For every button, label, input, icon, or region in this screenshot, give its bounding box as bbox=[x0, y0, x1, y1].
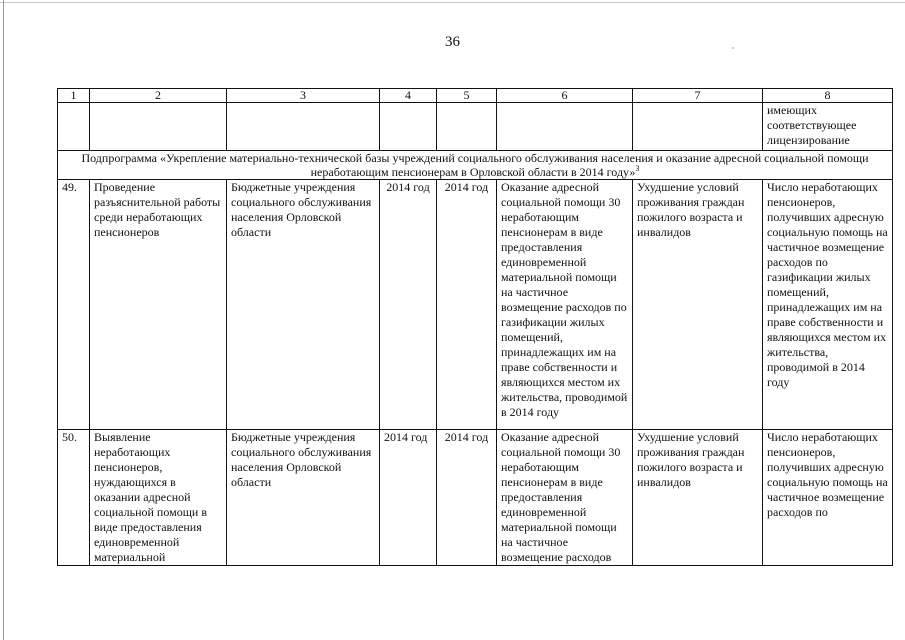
measures-table bbox=[57, 88, 893, 566]
table-cell bbox=[437, 103, 497, 151]
table-cell bbox=[380, 103, 437, 151]
subprogram-text: Подпрограмма «Укрепление материально-технической базы учреждений социального обслуживания населения и оказание адресной социальной помощи неработающим пенсионерам в Орловской области в 2014 году» bbox=[81, 151, 869, 179]
start-date: 2014 год bbox=[380, 430, 437, 566]
start-date: 2014 год bbox=[380, 180, 437, 430]
table-cell bbox=[58, 103, 90, 151]
header-cell: 2 bbox=[90, 89, 227, 103]
header-cell: 6 bbox=[497, 89, 633, 103]
expected-result: Оказание адресной социальной помощи 30 неработающим пенсионерам в виде предоставления единовременной материальной помощи на частичное возмещение расходов bbox=[497, 430, 633, 566]
continuation-row bbox=[58, 103, 893, 151]
header-cell: 3 bbox=[227, 89, 380, 103]
consequence: Ухудшение условий проживания граждан пожилого возраста и инвалидов bbox=[633, 180, 763, 430]
footnote-marker: 3 bbox=[635, 164, 640, 173]
table-row bbox=[58, 180, 893, 430]
subprogram-heading bbox=[58, 151, 893, 180]
header-cell: 5 bbox=[437, 89, 497, 103]
table-cell bbox=[633, 103, 763, 151]
header-cell: 7 bbox=[633, 89, 763, 103]
page-number: 36 bbox=[445, 34, 460, 50]
executor: Бюджетные учреждения социального обслуживания населения Орловской области bbox=[227, 180, 380, 430]
table-row bbox=[58, 430, 893, 566]
table-cell bbox=[497, 103, 633, 151]
row-number: 50. bbox=[58, 430, 90, 566]
row-number: 49. bbox=[58, 180, 90, 430]
header-cell: 4 bbox=[380, 89, 437, 103]
measure-name: Выявление неработающих пенсионеров, нуждающихся в оказании адресной социальной помощи в виде предоставления единовременной материальной bbox=[90, 430, 227, 566]
indicator: Число неработающих пенсионеров, получивших адресную социальную помощь на частичное возмещение расходов по bbox=[763, 430, 893, 566]
table-cell bbox=[227, 103, 380, 151]
header-cell: 8 bbox=[763, 89, 893, 103]
consequence: Ухудшение условий проживания граждан пожилого возраста и инвалидов bbox=[633, 430, 763, 566]
header-cell: 1 bbox=[58, 89, 90, 103]
continuation-indicator-cell: имеющих соответствующее лицензирование bbox=[763, 103, 893, 151]
table-header-row bbox=[58, 89, 893, 103]
end-date: 2014 год bbox=[437, 180, 497, 430]
scan-top-edge bbox=[0, 2, 905, 3]
expected-result: Оказание адресной социальной помощи 30 неработающим пенсионерам в виде предоставления единовременной материальной помощи на частичное возмещение расходов по газификации жилых помещений, принадлежащих им на праве собственности и являющихся местом их жительства, проводимой в 2014 году bbox=[497, 180, 633, 430]
scan-left-edge bbox=[3, 0, 4, 640]
indicator: Число неработающих пенсионеров, получивших адресную социальную помощь на частичное возмещение расходов по газификации жилых помещений, принадлежащих им на праве собственности и являющихся местом их жительства, проводимой в 2014 году bbox=[763, 180, 893, 430]
measure-name: Проведение разъяснительной работы среди неработающих пенсионеров bbox=[90, 180, 227, 430]
subprogram-row bbox=[58, 151, 893, 180]
executor: Бюджетные учреждения социального обслуживания населения Орловской области bbox=[227, 430, 380, 566]
end-date: 2014 год bbox=[437, 430, 497, 566]
table-cell bbox=[90, 103, 227, 151]
